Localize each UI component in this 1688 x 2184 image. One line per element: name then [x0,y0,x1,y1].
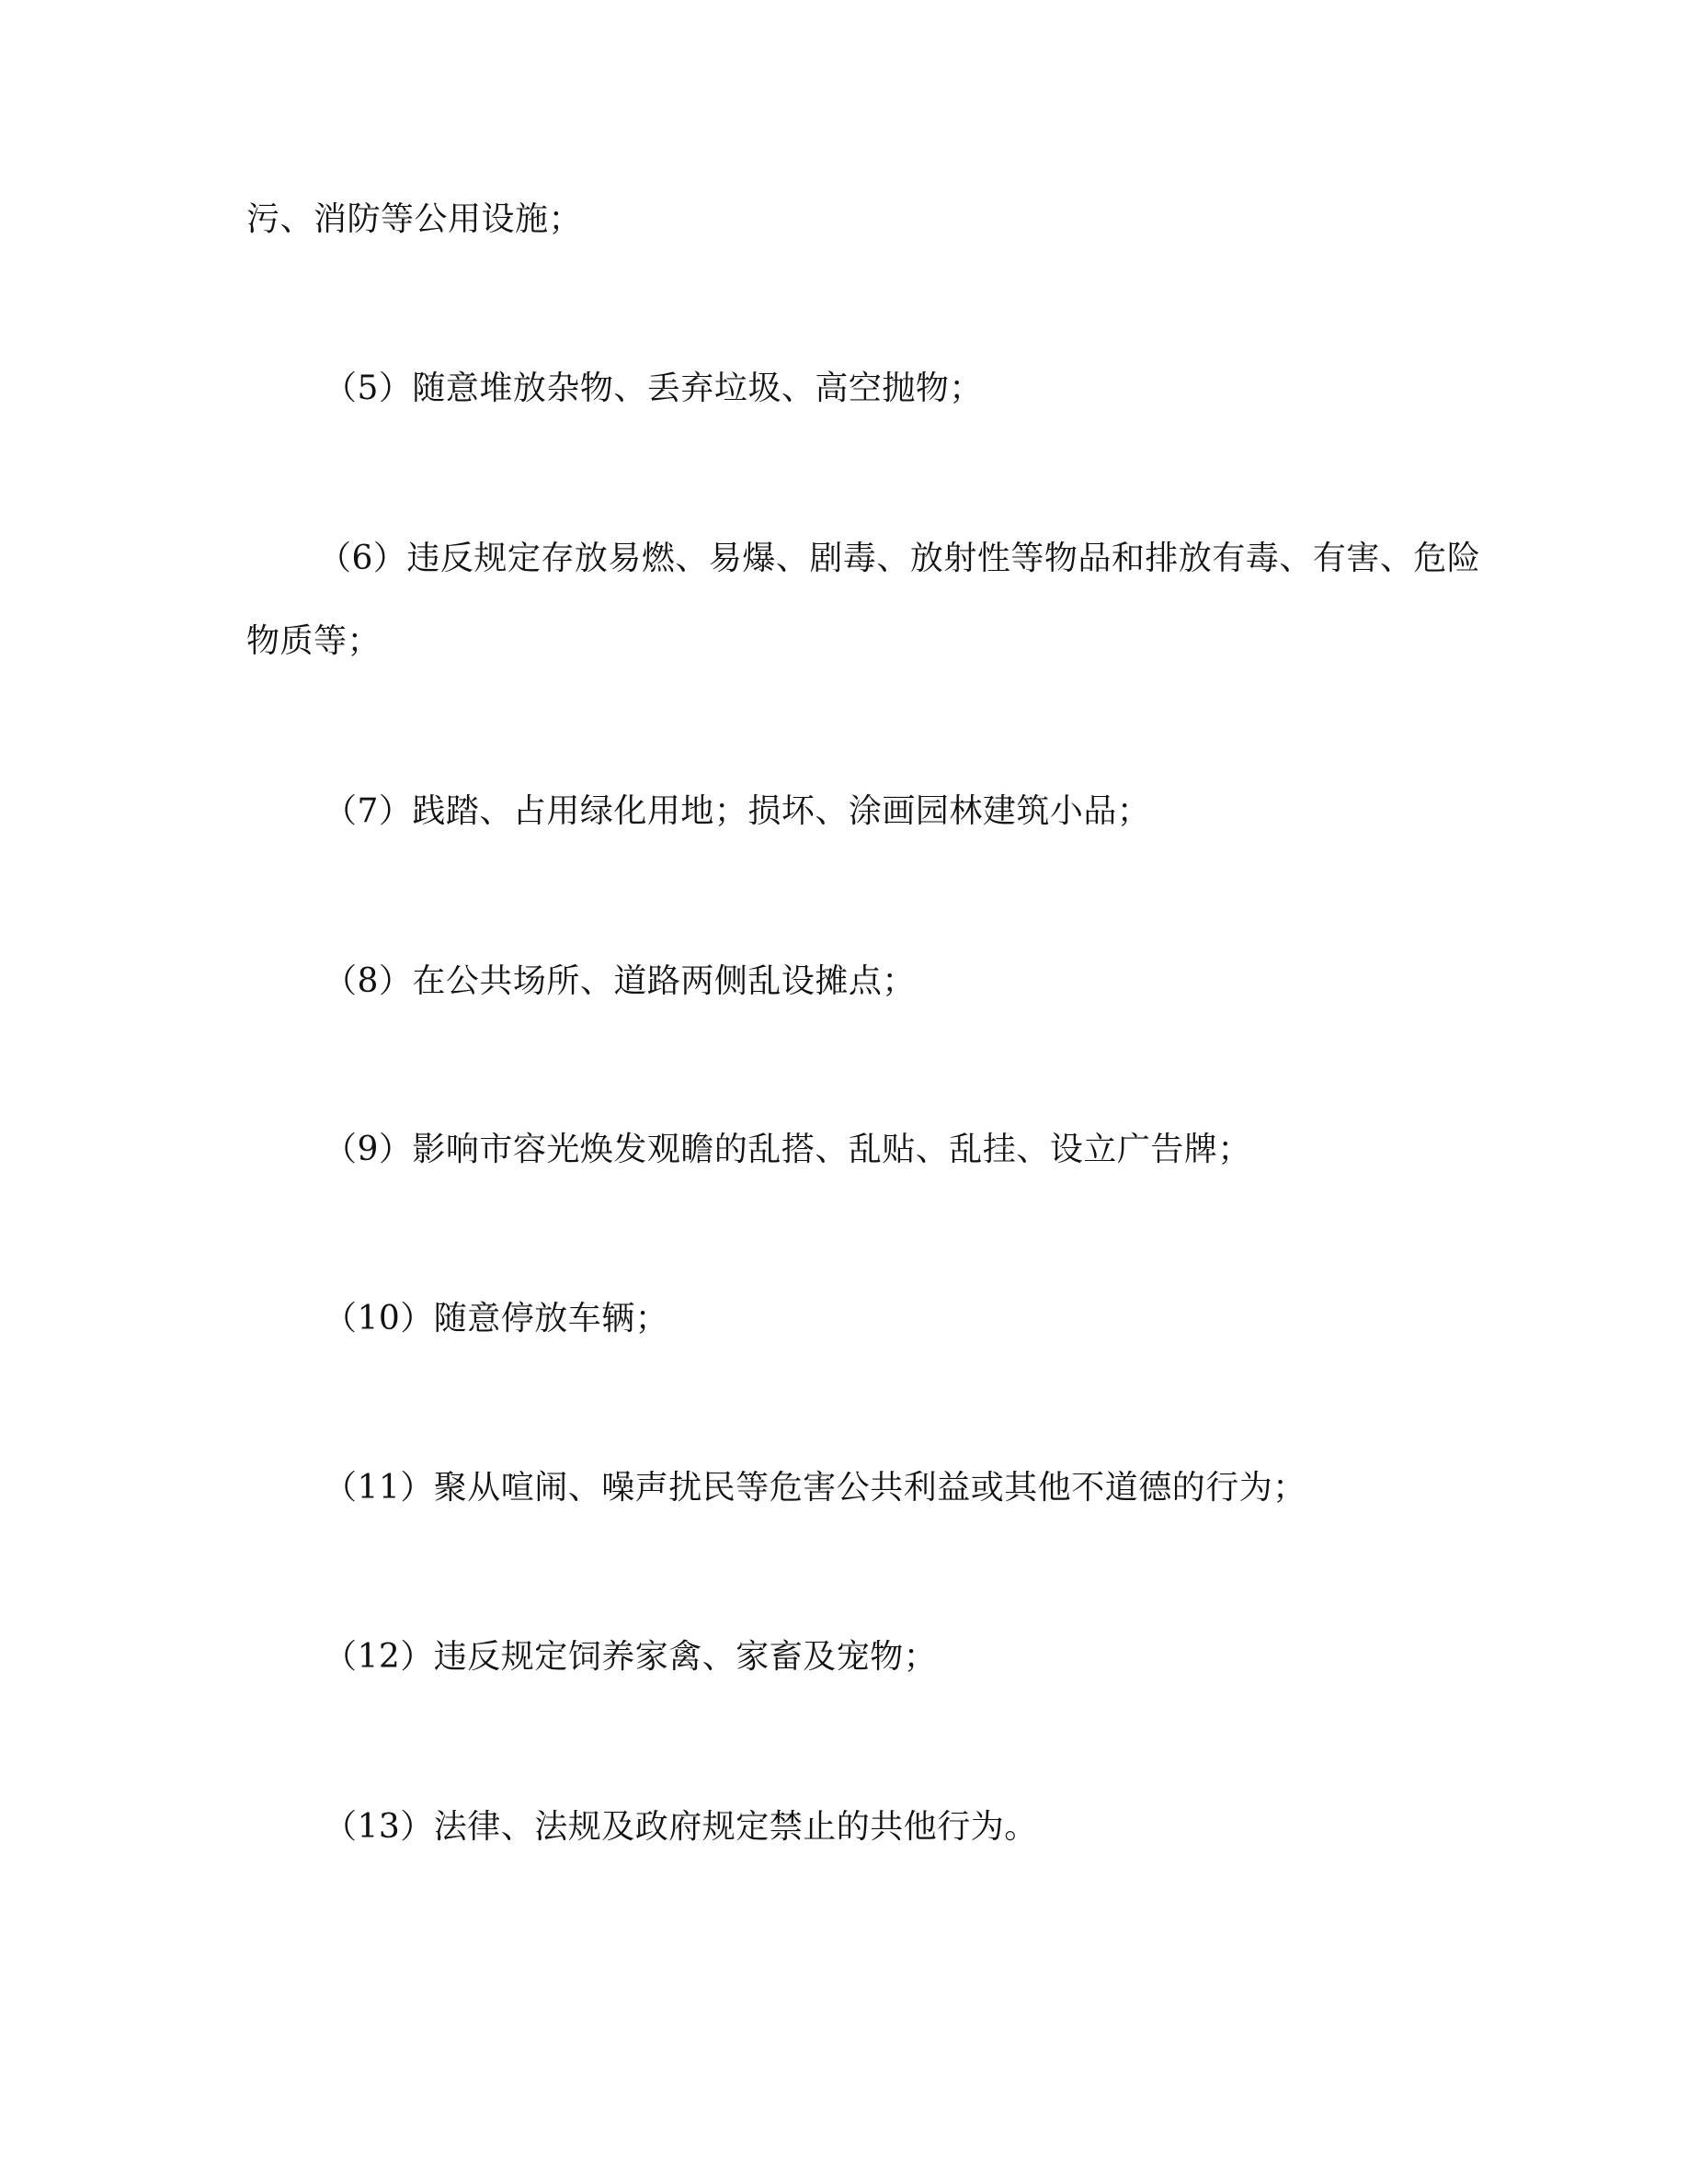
list-item-8: （8）在公共场所、道路两侧乱设摊点； [324,962,916,1000]
list-item-13: （13）法律、法规及政府规定禁止的共他行为。 [324,1808,1038,1846]
list-item-6-continuation: 物质等； [246,622,382,660]
text-line-continuation: 污、消防等公用设施； [246,200,583,238]
list-item-10: （10）随意停放车辆； [324,1300,669,1337]
list-item-12: （12）违反规定饲养家禽、家畜及宠物； [324,1638,938,1676]
list-item-7: （7）践踏、占用绿化用地；损坏、涂画园林建筑小品； [324,792,1151,830]
list-item-11: （11）聚从喧闹、噪声扰民等危害公共利益或其他不道德的行为； [324,1469,1306,1507]
list-item-6: （6）违反规定存放易燃、易爆、剧毒、放射性等物品和排放有毒、有害、危险 [318,540,1481,577]
list-item-5: （5）随意堆放杂物、丢弃垃圾、高空抛物； [324,370,983,407]
list-item-9: （9）影响市容光焕发观瞻的乱搭、乱贴、乱挂、设立广告牌； [324,1131,1251,1168]
